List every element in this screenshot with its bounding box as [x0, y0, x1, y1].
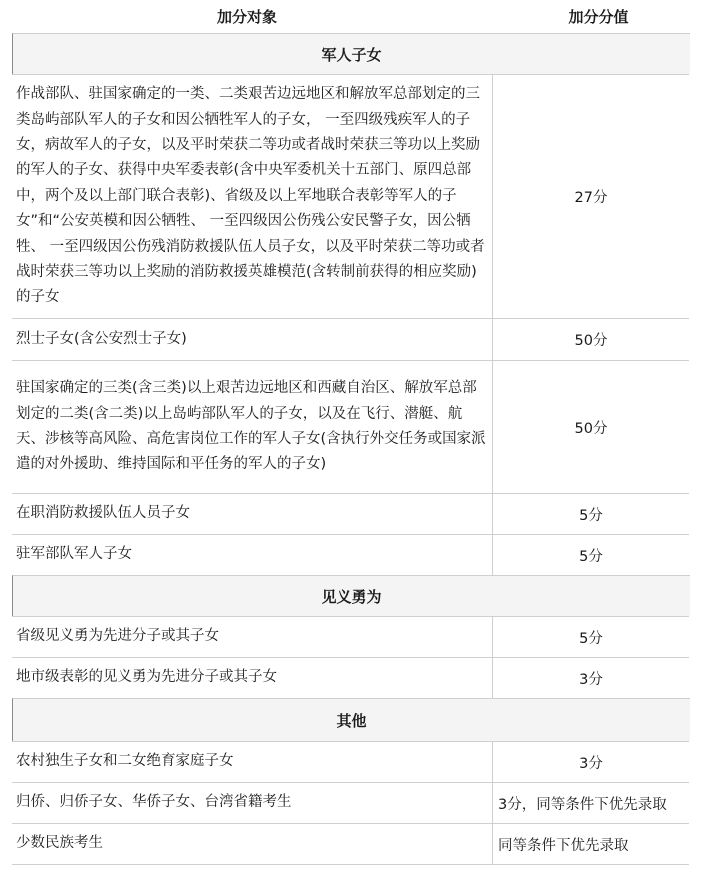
table-row — [12, 616, 689, 657]
table-row — [12, 823, 689, 864]
section-heroic-acts: 见义勇为 — [12, 575, 690, 616]
row-target: 在职消防救援队伍人员子女 — [12, 494, 493, 534]
table-row — [12, 657, 689, 698]
row-target: 驻国家确定的三类(含三类)以上艰苦边远地区和西藏自治区、解放军总部划定的二类(含二类)以上岛屿部队军人的子女，以及在飞行、潜艇、航天、涉核等高风险、高危害岗位工作的军人子女(含执行外交任务或国家派遣的对外援助、维持国际和平任务的军人的子女) — [12, 361, 493, 493]
table-row — [12, 74, 689, 318]
row-target: 农村独生子女和二女绝育家庭子女 — [12, 742, 493, 782]
table-row — [12, 318, 689, 360]
table-row — [12, 493, 689, 534]
row-points: 50分 — [574, 333, 608, 349]
row-target: 驻军部队军人子女 — [12, 535, 493, 575]
row-points: 5分 — [579, 507, 603, 524]
row-points: 5分 — [579, 630, 603, 647]
row-target: 地市级表彰的见义勇为先进分子或其子女 — [12, 658, 493, 698]
row-points: 50分 — [574, 420, 608, 437]
row-points: 5分 — [579, 548, 603, 565]
table-row — [12, 534, 689, 575]
table-row — [12, 782, 689, 823]
table-row — [12, 741, 689, 782]
row-target: 归侨、归侨子女、华侨子女、台湾省籍考生 — [12, 783, 493, 823]
table-bottom-border — [12, 864, 689, 865]
table-row — [12, 360, 689, 493]
row-points: 3分，同等条件下优先录取 — [498, 796, 667, 813]
row-points: 3分 — [579, 671, 603, 688]
header-points: 加分分值 — [568, 8, 629, 26]
row-points: 3分 — [579, 755, 603, 772]
row-target: 烈士子女(含公安烈士子女) — [12, 319, 493, 360]
table-header — [0, 0, 703, 33]
row-points: 同等条件下优先录取 — [498, 837, 629, 854]
section-other: 其他 — [12, 698, 690, 741]
row-target: 作战部队、驻国家确定的一类、二类艰苦边远地区和解放军总部划定的三类岛屿部队军人的子女和因公牺牲军人的子女， 一至四级残疾军人的子女，病故军人的子女，以及平时荣获二等功或者战时荣获三等功以上奖励的军人的子女、获得中央军委表彰(含中央军委机关十五部门、原四总部中，两个及以上部门联合表彰)、省级及以上军地联合表彰等军人的子女”和“公安英模和因公牺牲、 一至四级因公伤残公安民警子女，因公牺牲、 一至四级因公伤残消防救援队伍人员子女，以及平时荣获二等功或者战时荣获三等功以上奖励的消防救援英雄模范(含转制前获得的相应奖励)的子女 — [12, 75, 493, 318]
header-target: 加分对象 — [216, 8, 277, 26]
row-points: 27分 — [574, 190, 608, 206]
row-target: 省级见义勇为先进分子或其子女 — [12, 617, 493, 657]
row-target: 少数民族考生 — [12, 824, 493, 864]
section-military-children: 军人子女 — [12, 33, 690, 74]
